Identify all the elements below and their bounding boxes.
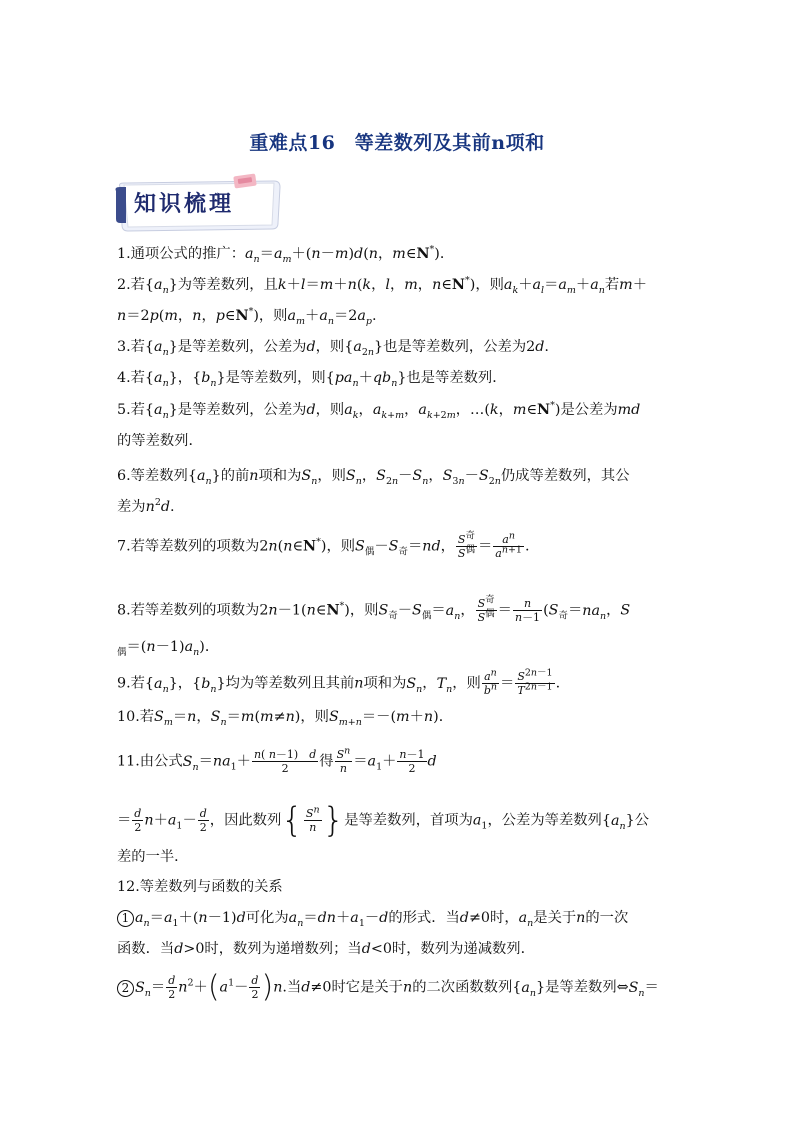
- formula-fraction: $\frac{d}{2}$: [168, 974, 176, 1001]
- ratio-fraction: $\frac{a^n}{a^{n+1}}$: [495, 530, 522, 560]
- list-item: 10.若$S_m=n$，$S_n=m(m\ne n)$，则$S_{m+n}=-(m+n)$．: [117, 709, 453, 728]
- list-item: 差为$n^2d$.: [117, 497, 175, 515]
- list-item: 6.等差数列$\{a_n\}$的前n项和为$S_n$，则$S_n$，$S_{2n}-S_n$，$S_{3n}-S_{2n}$仍成等差数列，其公: [117, 468, 630, 487]
- list-item: 8.若等差数列的项数为2n－1(n∈N*)，则$S_奇-S_偶=a_n$， $\frac{S^奇}{S^偶}$ ＝ $\frac{n}{n-1}$ ($S_奇=na_n$，S: [117, 594, 631, 624]
- list-item: 1 $a_n=a_1+(n-1)d$可化为$a_n=dn+a_1-d$的形式．当d≠0时，$a_n$是关于n的一次: [117, 907, 677, 929]
- list-item: 12.等差数列与函数的关系: [117, 879, 283, 895]
- list-item: n＝2p(m，n，p∈N*)，则$a_m+a_n=2a_p$.: [117, 306, 377, 327]
- list-item: 差的一半．: [117, 849, 189, 865]
- ratio-fraction: $\frac{S^奇}{S^偶}$: [477, 594, 495, 624]
- formula-fraction: $\frac{S^n}{n}$: [336, 745, 351, 775]
- list-item: $_偶=(n-1)a_n$)．: [117, 639, 220, 658]
- list-item: 5.若$\{a_n\}$是等差数列，公差为d，则$a_k$，$a_{k+m}$，$a_{k+2m}$，…(k，m∈N*)是公差为md: [117, 400, 641, 421]
- formula-fraction: $\frac{d}{2}$: [134, 807, 142, 834]
- circled-number-1: 1: [117, 910, 134, 927]
- ratio-fraction: $\frac{n}{n-1}$: [514, 597, 541, 624]
- formula-fraction: $\frac{n-1}{2}$: [399, 748, 425, 775]
- page-title: 重难点16 等差数列及其前n项和: [249, 132, 545, 154]
- list-item: 函数．当d>0时，数列为递增数列；当d<0时，数列为递减数列．: [117, 941, 535, 957]
- list-item: 4.若$\{a_n\}$，$\{b_n\}$是等差数列，则$\{pa_n+qb_n\}$也是等差数列．: [117, 370, 507, 389]
- ratio-fraction: $\frac{S^奇}{S^偶}$: [457, 530, 475, 560]
- ratio-fraction: $\frac{a^n}{b^n}$: [483, 667, 498, 697]
- list-item: 2.若$\{a_n\}$为等差数列，且k＋l＝m＋n(k，l，m，n∈N*)，则$a_k+a_l=a_m+a_n$若m＋: [117, 275, 648, 296]
- formula-fraction: $\frac{n( n-1) d}{2}$: [253, 748, 317, 775]
- ratio-fraction: $\frac{S^{2n-1}}{T^{2n-1}}$: [517, 667, 553, 697]
- list-item: 9.若$\{a_n\}$，$\{b_n\}$均为等差数列且其前n项和为$S_n$，$T_n$，则 $\frac{a^n}{b^n}$ ＝ $\frac{S^{2n-1}}{T^{2n-1}}$ .: [117, 667, 561, 697]
- formula-fraction: $\frac{d}{2}$: [199, 807, 207, 834]
- banner-title: 知识梳理: [134, 191, 235, 217]
- formula-fraction: $\frac{d}{2}$: [251, 974, 259, 1001]
- list-item: 2 $S_n=$ $\frac{d}{2}$ $n^2+(a^1-$ $\frac{d}{2}$ )n.当d≠0时它是关于n的二次函数数列$\{a_n\}$是等差数列$\Leftrightarrow S_n=$: [117, 974, 677, 1001]
- list-item: 3.若$\{a_n\}$是等差数列，公差为d，则$\{a_{2n}\}$也是等差数列，公差为2d.: [117, 339, 549, 358]
- list-item: 的等差数列．: [117, 433, 203, 449]
- list-item: 7.若等差数列的项数为2n(n∈N*)，则$S_偶-S_奇=nd$， $\frac{S^奇}{S^偶}$ ＝ $\frac{a^n}{a^{n+1}}$ .: [117, 530, 530, 560]
- circled-number-2: 2: [117, 980, 134, 997]
- list-item: 1.通项公式的推广：$a_n=a_m+(n-m)d(n$，m∈N*)．: [117, 244, 455, 265]
- sequence-fraction: $\frac{S^n}{n}$: [305, 804, 320, 834]
- list-item: 11.由公式$S_n=na_1+$ $\frac{n( n-1) d}{2}$ 得 $\frac{S^n}{n}$ $=a_1+$ $\frac{n-1}{2}$ d: [117, 745, 437, 775]
- section-banner: [114, 173, 286, 235]
- list-item: ＝ $\frac{d}{2}$ $n+a_1-$ $\frac{d}{2}$ ，因此数列{ $\frac{S^n}{n}$ }是等差数列，首项为$a_1$，公差为等差数列$\{a_n\}$公: [117, 800, 650, 841]
